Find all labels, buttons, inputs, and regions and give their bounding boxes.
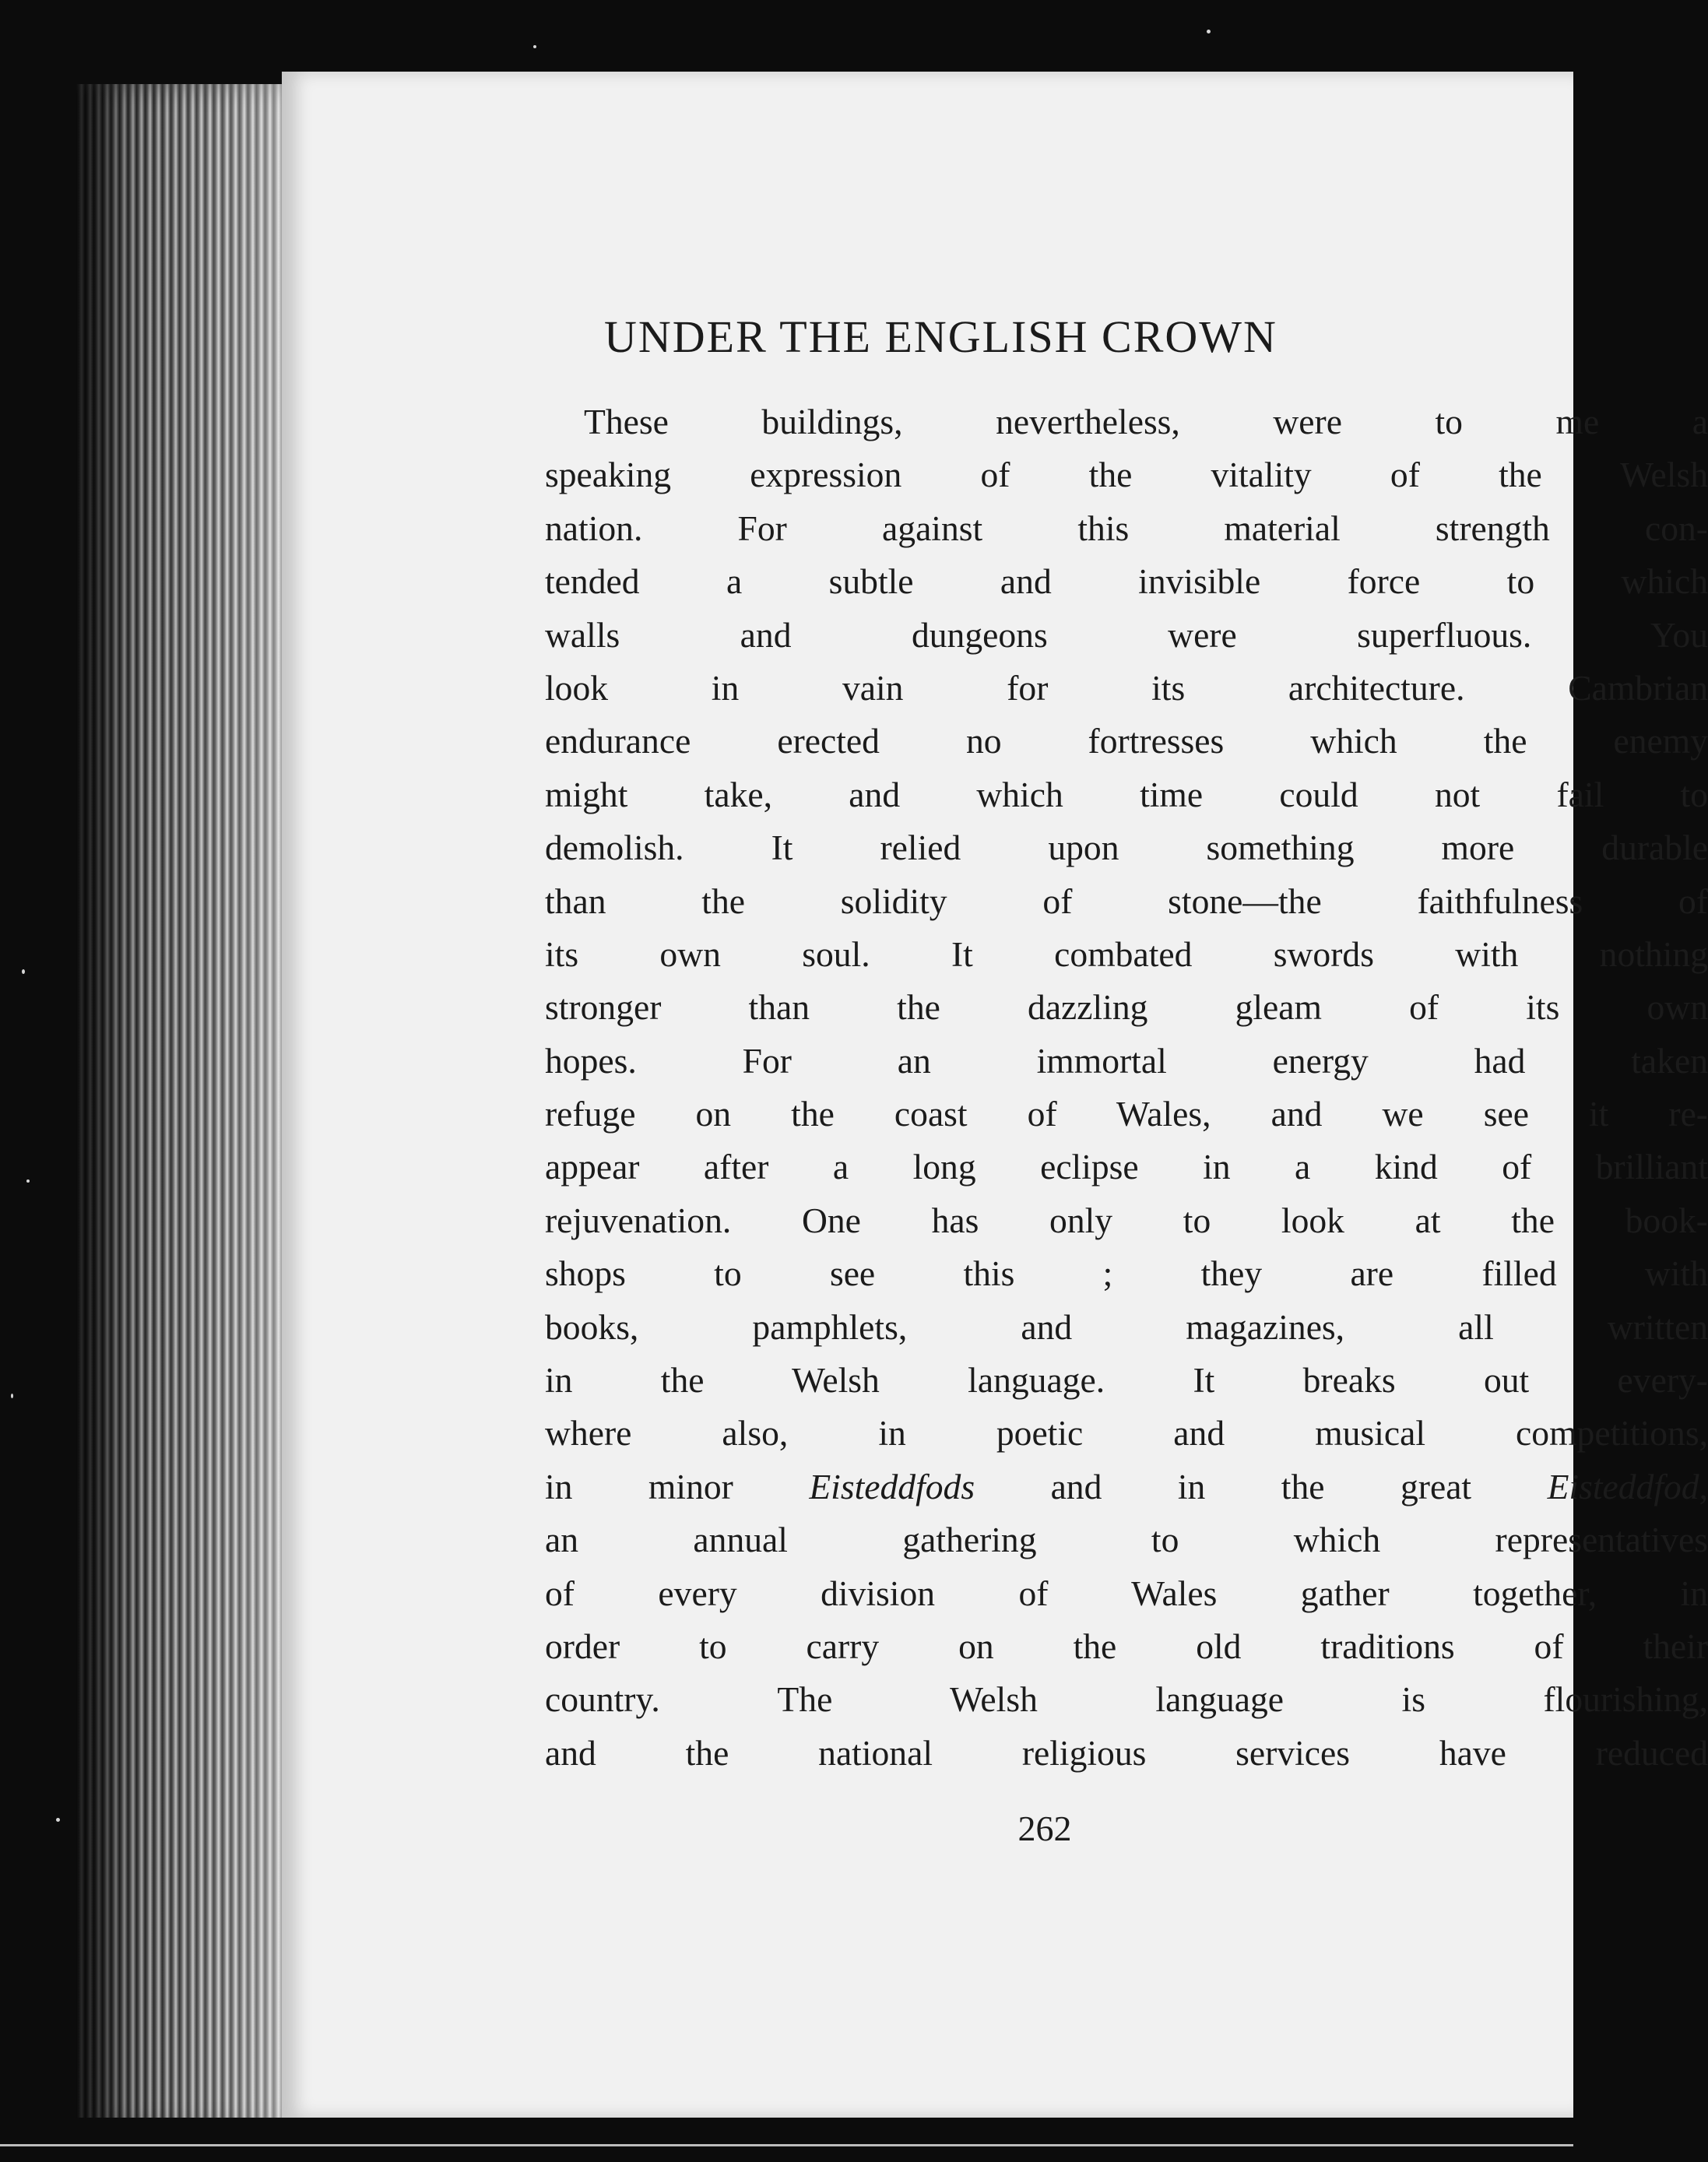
- text-line: where also, in poetic and musical competitions,: [545, 1413, 1708, 1454]
- dust-speck: [1207, 30, 1211, 33]
- text-line: books, pamphlets, and magazines, all written: [545, 1306, 1708, 1347]
- dust-speck: [26, 1179, 30, 1183]
- text-line: demolish. It relied upon something more durable: [545, 828, 1708, 868]
- text-line: appear after a long eclipse in a kind of brilliant: [545, 1147, 1708, 1187]
- text-line: and the national religious services have reduced: [545, 1732, 1708, 1773]
- text-line: shops to see this ; they are filled with: [545, 1253, 1708, 1294]
- text-line: in the Welsh language. It breaks out every-: [545, 1360, 1708, 1401]
- italic-term: Eisteddfods: [809, 1466, 975, 1506]
- text-line: These buildings, nevertheless, were to me a: [584, 402, 1708, 441]
- book-page-edges: [76, 84, 288, 2130]
- dust-speck: [11, 1394, 13, 1398]
- text-line: its own soul. It combated swords with nothing: [545, 933, 1708, 974]
- text-line: country. The Welsh language is flourishing,: [545, 1679, 1708, 1720]
- text-line: nation. For against this material strength con-: [545, 508, 1708, 548]
- dust-speck: [533, 45, 536, 48]
- text-line: hopes. For an immortal energy had taken: [545, 1040, 1708, 1081]
- text-line: stronger than the dazzling gleam of its own: [545, 987, 1708, 1028]
- text-line: refuge on the coast of Wales, and we see it re-: [545, 1094, 1708, 1134]
- text-line-with-italics: in minor Eisteddfods and in the great Eisteddfod,: [545, 1466, 1708, 1506]
- text-line: might take, and which time could not fail to: [545, 774, 1708, 814]
- text-line: of every division of Wales gather together, in: [545, 1573, 1708, 1613]
- book-page: [282, 72, 1708, 2118]
- text-line: walls and dungeons were superfluous. You: [545, 614, 1708, 655]
- dust-speck: [22, 969, 25, 974]
- scan-line: [0, 2144, 1573, 2146]
- text-line: order to carry on the old traditions of their: [545, 1626, 1708, 1666]
- text-line: than the solidity of stone—the faithfulness of: [545, 881, 1708, 921]
- text-line: rejuvenation. One has only to look at the book-: [545, 1200, 1708, 1240]
- text-line: an annual gathering to which representatives: [545, 1520, 1708, 1560]
- running-head: UNDER THE ENGLISH CROWN: [604, 311, 1277, 362]
- italic-term: Eisteddfod: [1547, 1466, 1699, 1506]
- text-line: tended a subtle and invisible force to which: [545, 561, 1708, 602]
- scan-bottom-band: [0, 2118, 1573, 2162]
- dust-speck: [56, 1818, 60, 1822]
- page-number: 262: [1017, 1809, 1072, 1848]
- text-line: look in vain for its architecture. Cambrian: [545, 667, 1708, 708]
- text-line: endurance erected no fortresses which the enemy: [545, 721, 1708, 761]
- body-text: [545, 395, 1708, 1780]
- text-line: speaking expression of the vitality of the Welsh: [545, 455, 1708, 495]
